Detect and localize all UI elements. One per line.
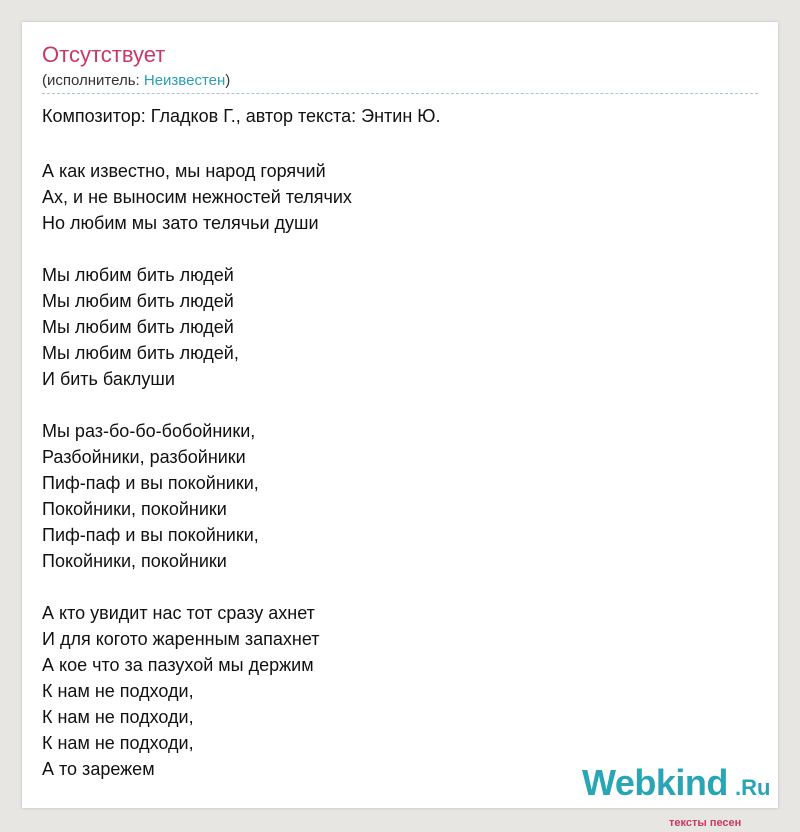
title-divider [42, 93, 758, 94]
artist-suffix: ) [225, 72, 231, 89]
logo-subtitle: тексты песен [669, 817, 742, 829]
artist-line [42, 72, 230, 89]
lyrics-stanza [42, 262, 352, 392]
lyrics-line: А как известно, мы народ горячий [42, 161, 326, 181]
lyrics-card [22, 22, 778, 829]
lyrics-line: К нам не подходи, [42, 707, 194, 727]
logo-tld-text: .Ru [735, 775, 771, 800]
lyrics-line: Покойники, покойники [42, 499, 227, 519]
composer-line: Композитор: Гладков Г., автор текста: Энтин Ю. [42, 106, 441, 126]
webkind-logo[interactable] [582, 762, 782, 829]
lyrics-line: Мы любим бить людей, [42, 343, 239, 363]
lyrics-stanza [42, 158, 352, 236]
song-title: Отсутствует [42, 42, 166, 67]
lyrics-stanza [42, 600, 352, 782]
artist-link[interactable]: Неизвестен [143, 72, 226, 89]
lyrics-line: А кое что за пазухой мы держим [42, 655, 314, 675]
lyrics-line: Но любим мы зато телячьи души [42, 213, 319, 233]
lyrics-line: Мы любим бить людей [42, 317, 234, 337]
lyrics-line: Пиф-паф и вы покойники, [42, 473, 259, 493]
lyrics-line: Пиф-паф и вы покойники, [42, 525, 259, 545]
artist-prefix: (исполнитель: [42, 72, 144, 89]
lyrics-line: И для когото жаренным запахнет [42, 629, 320, 649]
lyrics-line: Мы любим бить людей [42, 265, 234, 285]
lyrics-line: А кто увидит нас тот сразу ахнет [42, 603, 315, 623]
lyrics-line: Разбойники, разбойники [42, 447, 246, 467]
lyrics-line: А то зарежем [42, 759, 155, 779]
lyrics-line: Ах, и не выносим нежностей телячих [42, 187, 352, 207]
lyrics-line: И бить баклуши [42, 369, 175, 389]
lyrics-body [42, 158, 352, 808]
lyrics-line: Покойники, покойники [42, 551, 227, 571]
lyrics-line: Мы раз-бо-бо-бобойники, [42, 421, 256, 441]
lyrics-line: Мы любим бить людей [42, 291, 234, 311]
lyrics-line: К нам не подходи, [42, 733, 194, 753]
lyrics-stanza [42, 418, 352, 574]
lyrics-line: К нам не подходи, [42, 681, 194, 701]
logo-main-text: Webkind [582, 762, 728, 803]
